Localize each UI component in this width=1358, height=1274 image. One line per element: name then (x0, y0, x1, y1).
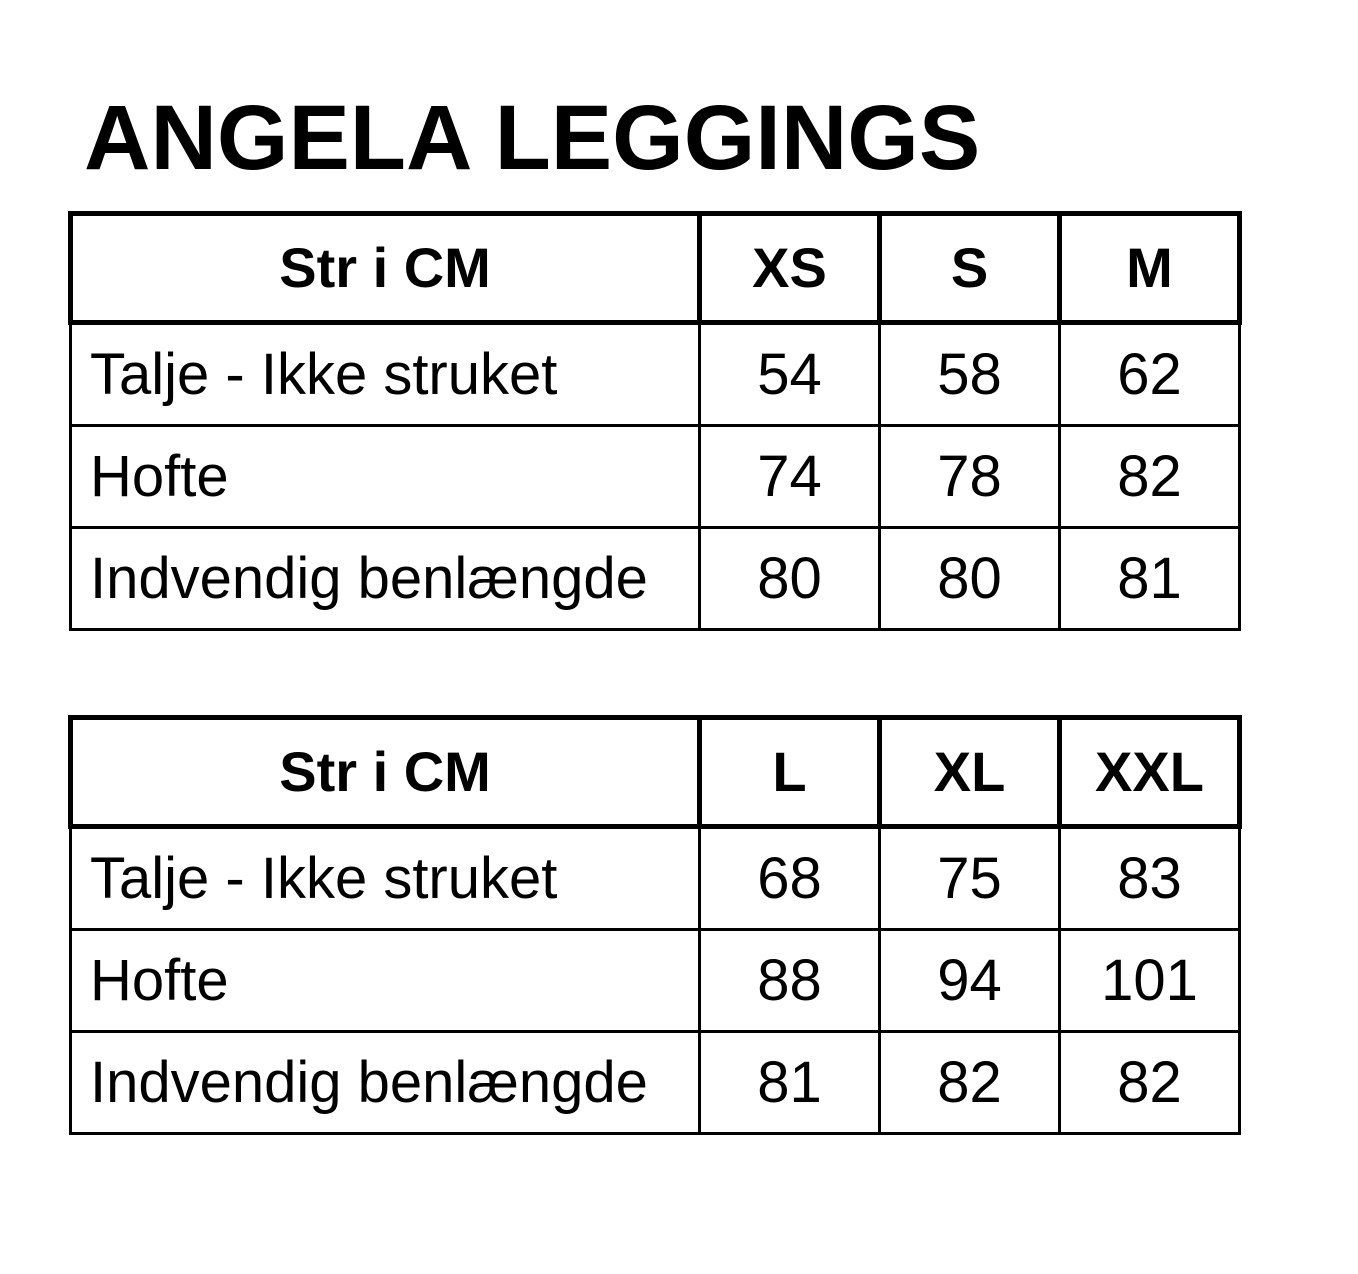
header-cell-size: S (880, 214, 1060, 323)
measurement-value: 101 (1060, 930, 1240, 1032)
header-cell-size: XXL (1060, 718, 1240, 827)
row-label: Hofte (71, 930, 700, 1032)
header-cell-size: M (1060, 214, 1240, 323)
measurement-value: 62 (1060, 323, 1240, 426)
measurement-value: 88 (700, 930, 880, 1032)
row-label: Talje - Ikke struket (71, 827, 700, 930)
header-cell-size: L (700, 718, 880, 827)
measurement-value: 58 (880, 323, 1060, 426)
header-cell-label: Str i CM (71, 718, 700, 827)
table-row (71, 323, 1240, 426)
measurement-value: 80 (700, 528, 880, 630)
header-cell-size: XL (880, 718, 1060, 827)
measurement-value: 80 (880, 528, 1060, 630)
measurement-value: 82 (1060, 426, 1240, 528)
row-label: Hofte (71, 426, 700, 528)
table-header-row (71, 214, 1240, 323)
row-label: Talje - Ikke struket (71, 323, 700, 426)
page-title: ANGELA LEGGINGS (84, 87, 981, 189)
table-row (71, 528, 1240, 630)
measurement-value: 68 (700, 827, 880, 930)
table-row (71, 827, 1240, 930)
table-row (71, 1032, 1240, 1134)
measurement-value: 81 (700, 1032, 880, 1134)
measurement-value: 81 (1060, 528, 1240, 630)
header-cell-size: XS (700, 214, 880, 323)
measurement-value: 94 (880, 930, 1060, 1032)
measurement-value: 78 (880, 426, 1060, 528)
measurement-value: 75 (880, 827, 1060, 930)
row-label: Indvendig benlængde (71, 1032, 700, 1134)
row-label: Indvendig benlængde (71, 528, 700, 630)
table-row (71, 426, 1240, 528)
measurement-value: 54 (700, 323, 880, 426)
size-table-l-xxl (68, 715, 1242, 1135)
measurement-value: 74 (700, 426, 880, 528)
measurement-value: 83 (1060, 827, 1240, 930)
table-header-row (71, 718, 1240, 827)
size-table-xs-m (68, 211, 1242, 631)
measurement-value: 82 (1060, 1032, 1240, 1134)
header-cell-label: Str i CM (71, 214, 700, 323)
table-row (71, 930, 1240, 1032)
measurement-value: 82 (880, 1032, 1060, 1134)
